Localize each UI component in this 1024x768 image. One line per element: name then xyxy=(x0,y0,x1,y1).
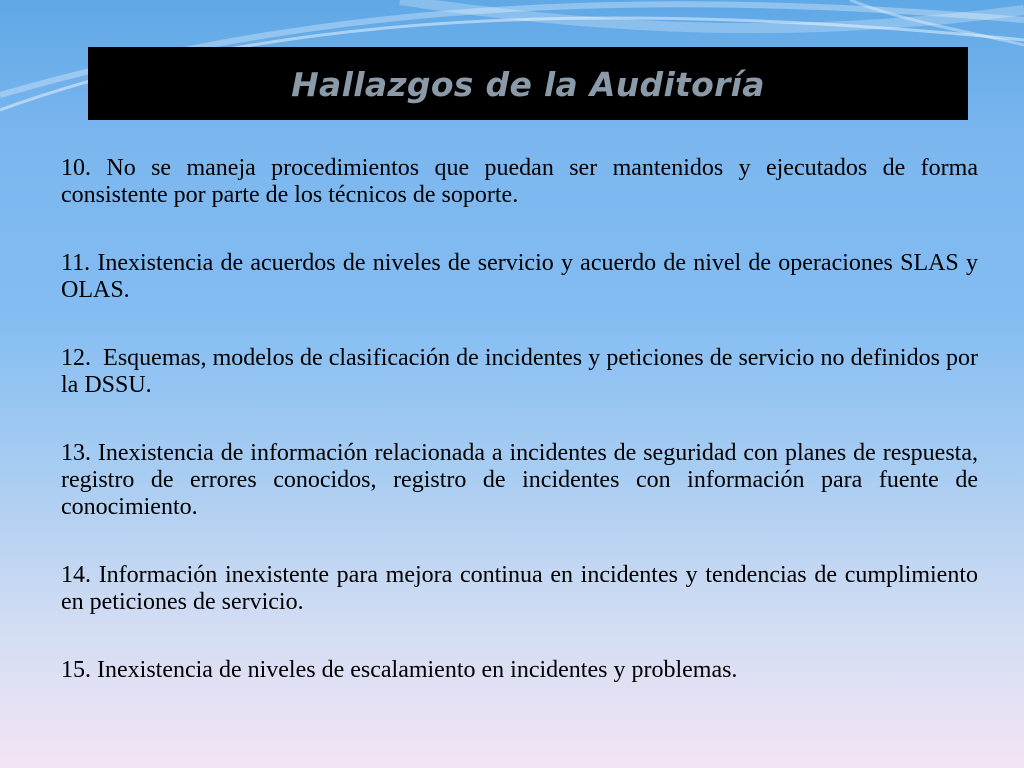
findings-list xyxy=(61,155,984,725)
finding-item-13: 13. Inexistencia de información relacionada a incidentes de seguridad con planes de respuesta, registro de errores conocidos, registro de incidentes con información para fuente de conocimiento. xyxy=(61,440,984,520)
finding-item-15: 15. Inexistencia de niveles de escalamiento en incidentes y problemas. xyxy=(61,657,738,683)
finding-item-11: 11. Inexistencia de acuerdos de niveles de servicio y acuerdo de nivel de operaciones SLAS y OLAS. xyxy=(61,250,984,303)
finding-item-10: 10. No se maneja procedimientos que puedan ser mantenidos y ejecutados de forma consistente por parte de los técnicos de soporte. xyxy=(61,155,984,208)
slide-title: Hallazgos de la Auditoría xyxy=(291,65,765,104)
title-bar xyxy=(88,47,968,120)
finding-item-12: 12. Esquemas, modelos de clasificación de incidentes y peticiones de servicio no definidos por la DSSU. xyxy=(61,345,984,398)
finding-item-14: 14. Información inexistente para mejora continua en incidentes y tendencias de cumplimiento en peticiones de servicio. xyxy=(61,562,984,615)
